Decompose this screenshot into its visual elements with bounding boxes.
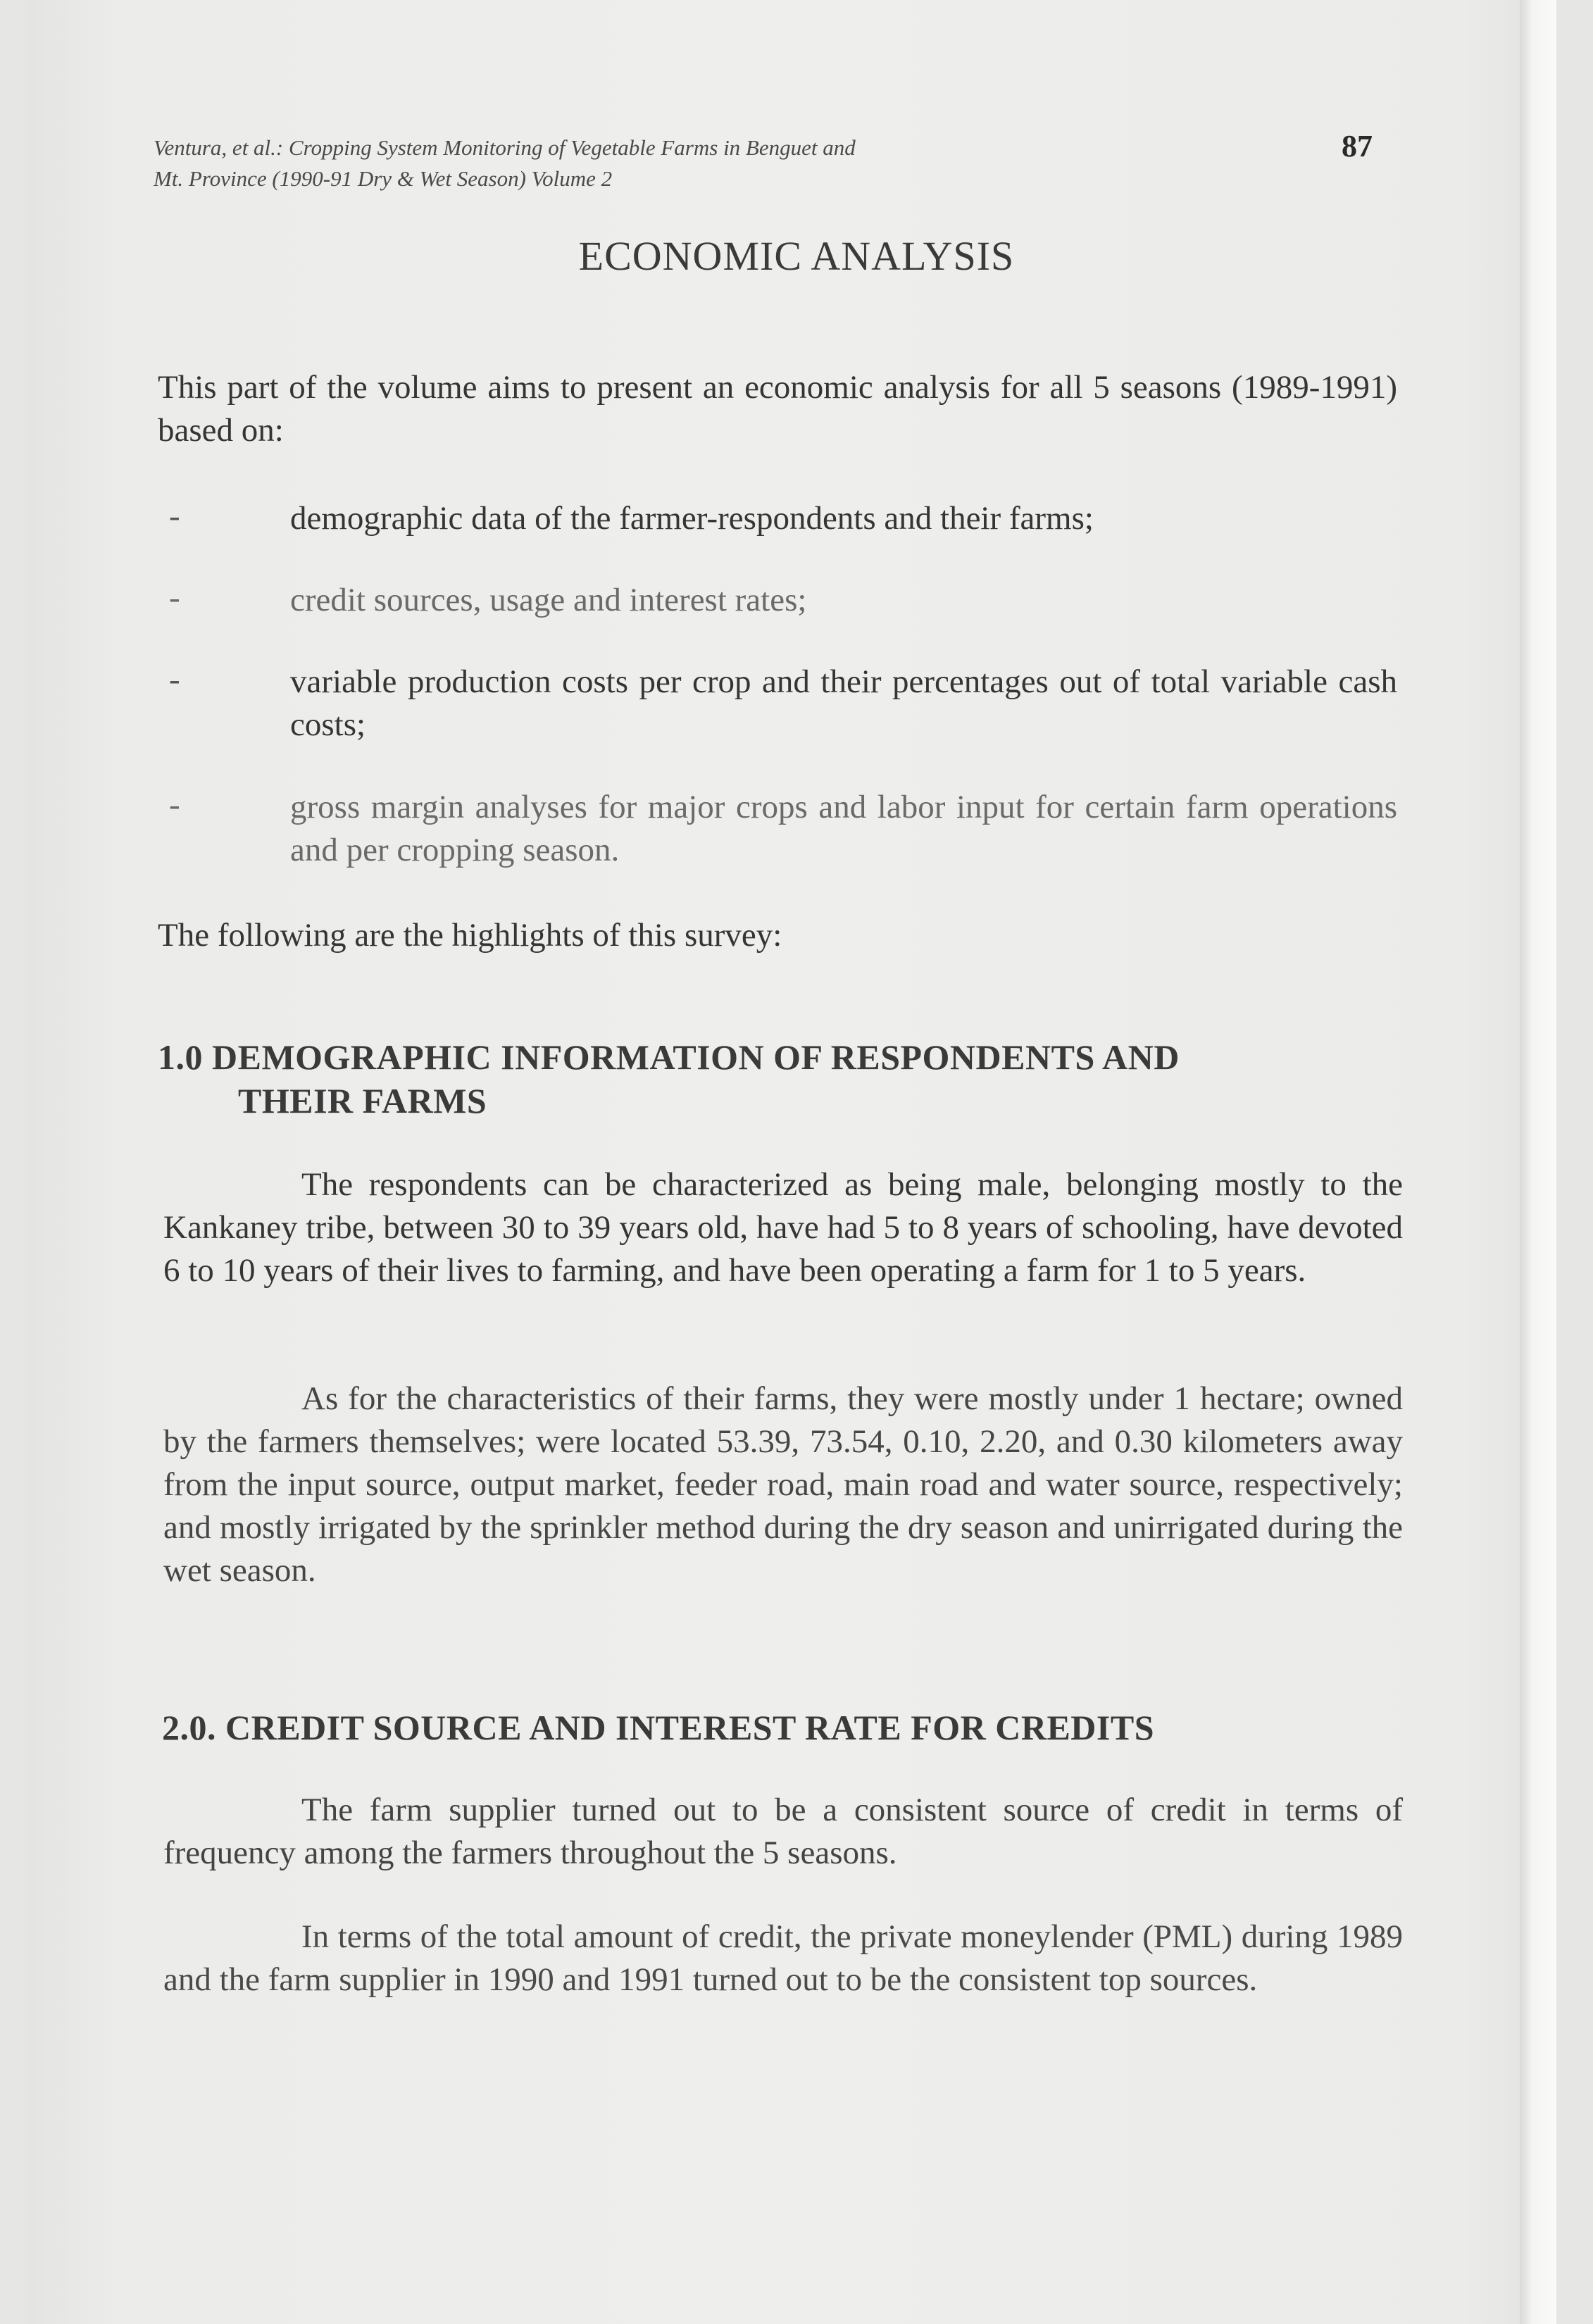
section-1-paragraph-2: As for the characteristics of their farms, they were mostly under 1 hectare; owned by the farmers themselves; were located 53.39, 73.54, 0.10, 2.20, and 0.30 kilometers away from the input source, output market, feeder road, main road and water source, respectively; and mostly irrigated by the sprinkler method during the dry season and unirrigated during the wet season. bbox=[163, 1380, 1403, 1589]
section-1-heading-line-1: 1.0 DEMOGRAPHIC INFORMATION OF RESPONDENTS AND bbox=[158, 1037, 1180, 1077]
running-head bbox=[154, 132, 1175, 194]
section-1-heading-line-2: THEIR FARMS bbox=[238, 1081, 487, 1120]
running-head-line-2: Mt. Province (1990-91 Dry & Wet Season) Volume 2 bbox=[154, 166, 613, 191]
page-edge bbox=[1520, 0, 1556, 2324]
bullet-dash-4: - bbox=[169, 787, 180, 823]
bullet-item-4: gross margin analyses for major crops and labor input for certain farm operations and per cropping season. bbox=[290, 789, 1397, 868]
section-1-heading bbox=[158, 1035, 1404, 1123]
highlights-intro: The following are the highlights of this survey: bbox=[158, 917, 782, 954]
bullet-dash-3: - bbox=[169, 661, 180, 698]
bullet-item-1: demographic data of the farmer-respondents and their farms; bbox=[290, 500, 1094, 537]
page-title: ECONOMIC ANALYSIS bbox=[578, 233, 1015, 279]
bullet-dash-2: - bbox=[169, 580, 180, 616]
bullet-dash-1: - bbox=[169, 498, 180, 535]
running-head-line-1: Ventura, et al.: Cropping System Monitoring of Vegetable Farms in Benguet and bbox=[154, 135, 856, 160]
section-2-paragraph-2: In terms of the total amount of credit, the private moneylender (PML) during 1989 and the farm supplier in 1990 and 1991 turned out to be the consistent top sources. bbox=[163, 1918, 1403, 1998]
intro-paragraph: This part of the volume aims to present an economic analysis for all 5 seasons (1989-1991) based on: bbox=[158, 369, 1397, 449]
section-1-paragraph-1: The respondents can be characterized as being male, belonging mostly to the Kankaney tribe, between 30 to 39 years old, have had 5 to 8 years of schooling, have devoted 6 to 10 years of their lives to farming, and have been operating a farm for 1 to 5 years. bbox=[163, 1166, 1403, 1289]
bullet-item-3: variable production costs per crop and their percentages out of total variable cash costs; bbox=[290, 663, 1397, 743]
bullet-item-2: credit sources, usage and interest rates; bbox=[290, 582, 807, 618]
section-2-paragraph-1: The farm supplier turned out to be a consistent source of credit in terms of frequency among the farmers throughout the 5 seasons. bbox=[163, 1792, 1403, 1871]
section-2-heading: 2.0. CREDIT SOURCE AND INTEREST RATE FOR CREDITS bbox=[162, 1708, 1155, 1747]
page-number: 87 bbox=[1342, 129, 1373, 163]
